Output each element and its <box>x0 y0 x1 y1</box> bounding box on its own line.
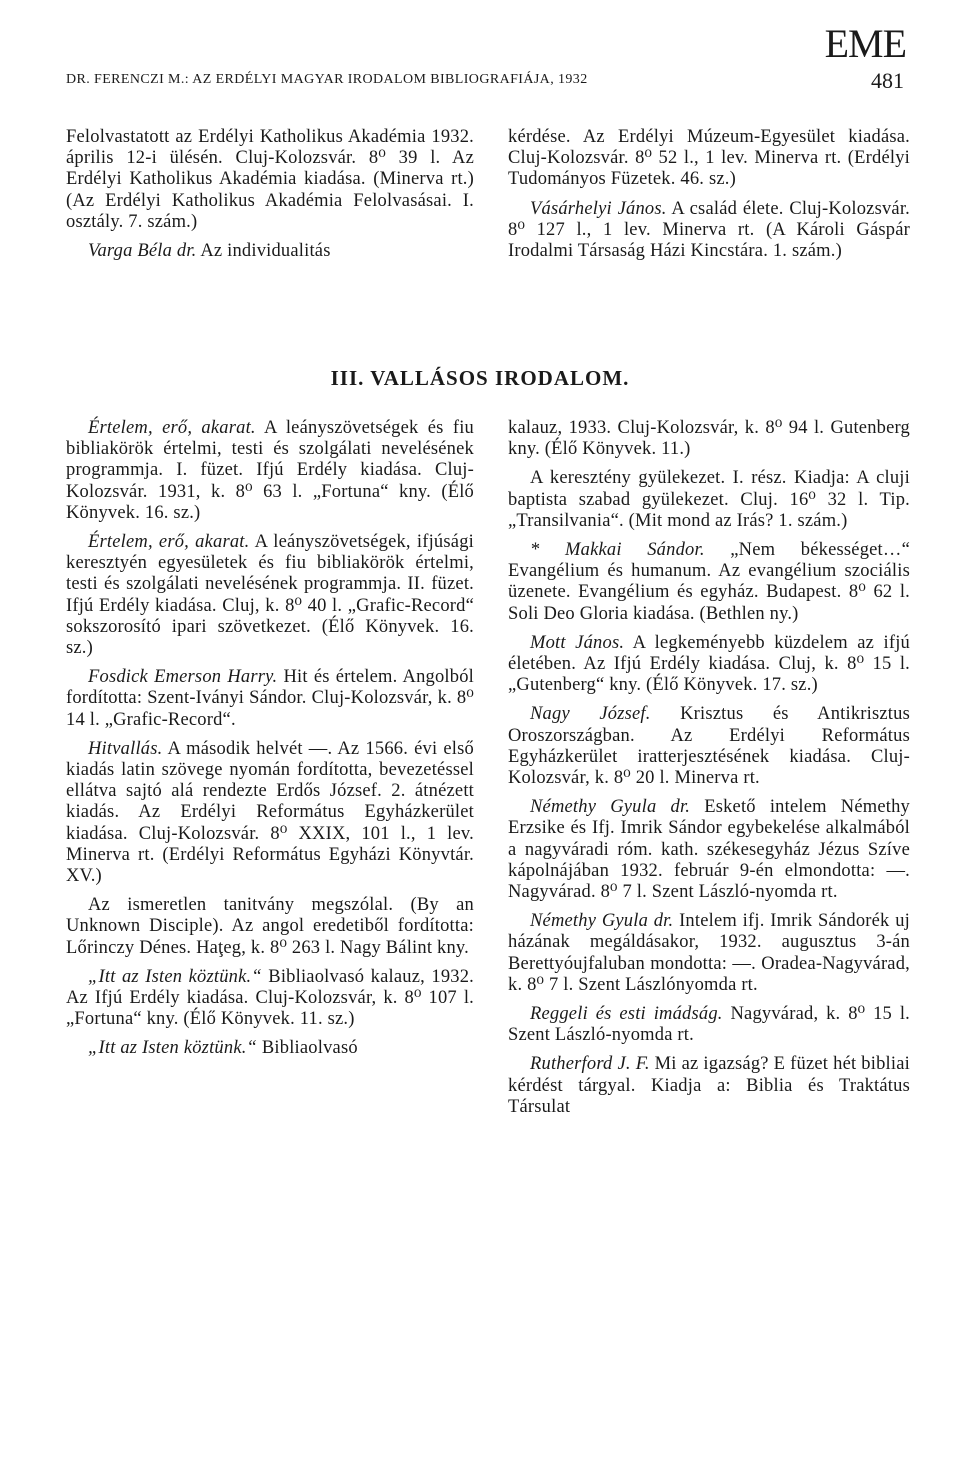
entry-title: Reggeli és esti imádság. <box>530 1004 723 1025</box>
entry-text: Hit és értelem. Angolból fordította: Szent-Iványi Sándor. Cluj-Kolozsvár, k. 8⁰ 14 l. „Grafic-Record“. <box>66 667 475 730</box>
bottom-right-column <box>508 418 910 1126</box>
entry-text: Mi az igazság? E füzet hét bibliai kérdést tárgyal. Kiadja a: Biblia és Traktátus Társulat <box>508 1054 910 1117</box>
bibliography-entry <box>508 633 910 697</box>
bibliography-entry <box>66 739 474 887</box>
entry-text: „Nem békességet…“ Evangélium és humanum. Az evangélium szociális üzenete. Evangélium és egyház. Budapest. 8⁰ 62 l. Soli Deo Gloria kiadása. (Bethlen ny.) <box>508 540 911 624</box>
entry-author: * Makkai Sándor. <box>530 540 705 561</box>
entry-text: A leányszövetségek és fiu bibliakörök értelmi, testi és szolgálati nevelésének programmja. I. füzet. Ifjú Erdély kiadása. Cluj-Kolozsvár. 1931, k. 8⁰ 63 l. „Fortuna“ kny. (Élő Könyvek. 16. sz.) <box>66 418 474 523</box>
bibliography-entry <box>66 532 474 659</box>
entry-text: kalauz, 1933. Cluj-Kolozsvár, k. 8⁰ 94 l. Gutenberg kny. (Élő Könyvek. 11.) <box>508 418 910 460</box>
bibliography-entry <box>508 468 910 532</box>
entry-text: Az ismeretlen tanitvány megszólal. (By an Unknown Disciple). Az angol eredetiből fordította: Lőrinczy Dénes. Haţeg, k. 8⁰ 263 l. Nagy Bálint kny. <box>66 895 474 958</box>
top-left-column <box>66 127 474 270</box>
bibliography-entry <box>66 418 474 524</box>
entry-title: Értelem, erő, akarat. <box>88 418 256 438</box>
entry-author: Varga Béla dr. <box>88 241 197 262</box>
entry-author: Vásárhelyi János. <box>530 198 667 219</box>
bibliography-entry <box>508 1054 910 1118</box>
bibliography-entry <box>508 1004 910 1046</box>
entry-text: A leányszövetségek, ifjúsági keresztyén egyesületek és fiu bibliakörök értelmi, testi és szolgálati nevelésének programmja. II. füzet. Ifjú Erdély kiadása. Cluj, k. 8⁰ 40 l. „Grafic-Record“ sokszorosító ipari szövetkezet. (Élő Könyvek. 16. sz.) <box>66 532 474 659</box>
bibliography-entry <box>508 911 910 996</box>
entry-text: Bibliaolvasó kalauz, 1932. Az Ifjú Erdély kiadása. Cluj-Kolozsvár, k. 8⁰ 107 l. „Fortuna“ kny. (Élő Könyvek. 11. sz.) <box>66 966 474 1030</box>
entry-text: A legkeményebb küzdelem az ifjú életében. Az Ifjú Erdély kiadása. Cluj, k. 8⁰ 15 l. „Gutenberg“ kny. (Élő Könyvek. 17. sz.) <box>508 632 910 696</box>
bottom-left-column <box>66 418 474 1068</box>
bibliography-entry <box>66 967 474 1031</box>
entry-text: Eskető intelem Némethy Erzsike és Ifj. Imrik Sándor egybekelése alkalmából a nagyváradi róm. kath. székesegyház Jézus Szíve kápolnájában 1932. február 9-én elmondotta: —. Nagyvárad. 8⁰ 7 l. Szent László-nyomda rt. <box>508 797 911 903</box>
entry-author: Rutherford J. F. <box>530 1054 650 1075</box>
bibliography-entry <box>508 127 910 191</box>
entry-text: Krisztus és Antikrisztus Oroszországban. Az Erdélyi Református Egyházkerület iratterjesztésének kiadása. Cluj-Kolozsvár, k. 8⁰ 20 l. Minerva rt. <box>508 704 911 789</box>
entry-text: A keresztény gyülekezet. I. rész. Kiadja: A cluji baptista szabad gyülekezet. Cluj. 16⁰ 32 l. Tip. „Transilvania“. (Mit mond az Irás? 1. szám.) <box>508 468 910 531</box>
entry-text: Felolvastatott az Erdélyi Katholikus Akadémia 1932. április 12-i ülésén. Cluj-Kolozsvár. 8⁰ 39 l. Az Erdélyi Katholikus Akadémia kiadása. (Minerva rt.) (Az Erdélyi Katholikus Akadémia Felolvasásai. I. osztály. 7. szám.) <box>66 127 474 232</box>
entry-author: Mott János. <box>530 632 625 653</box>
bibliography-entry <box>66 895 474 959</box>
entry-text: kérdése. Az Erdélyi Múzeum-Egyesület kiadása. Cluj-Kolozsvár. 8⁰ 52 l., 1 lev. Minerva rt. (Erdélyi Tudományos Füzetek. 46. sz.) <box>508 127 910 190</box>
entry-author: Fosdick Emerson Harry. <box>88 667 278 688</box>
entry-title: „Itt az Isten köztünk.“ <box>88 966 262 987</box>
bibliography-entry <box>66 241 474 262</box>
entry-title: Értelem, erő, akarat. <box>88 532 250 553</box>
entry-author: Nagy József. <box>530 704 651 725</box>
bibliography-entry <box>508 797 910 903</box>
entry-text: Intelem ifj. Imrik Sándorék uj házának megáldásakor, 1932. augusztus 3-án Berettyóujfaluban mondotta: —. Oradea-Nagyvárad, k. 8⁰ 7 l. Szent Lászlónyomda rt. <box>508 911 910 995</box>
publisher-logo: EME <box>824 21 906 66</box>
section-heading: III. VALLÁSOS IRODALOM. <box>330 366 630 390</box>
entry-text: A család élete. Cluj-Kolozsvár. 8⁰ 127 l., 1 lev. Minerva rt. (A Károli Gáspár Irodalmi Társaság Házi Kincstára. 1. szám.) <box>508 198 910 262</box>
page-number: 481 <box>871 68 904 93</box>
top-right-column <box>508 127 910 270</box>
entry-text: Az individualitás <box>200 241 331 262</box>
bibliography-entry <box>508 540 910 625</box>
bibliography-entry <box>66 127 474 233</box>
entry-title: „Itt az Isten köztünk.“ <box>88 1038 258 1059</box>
bibliography-entry <box>508 199 910 263</box>
running-header <box>66 68 904 98</box>
bibliography-entry <box>66 667 474 731</box>
entry-text: Bibliaolvasó <box>261 1038 358 1059</box>
entry-title: Hitvallás. <box>88 738 163 759</box>
entry-author: Némethy Gyula dr. <box>530 911 674 932</box>
entry-author: Némethy Gyula dr. <box>530 797 691 818</box>
bibliography-entry <box>508 704 910 789</box>
bibliography-entry <box>508 418 910 460</box>
bibliography-entry <box>66 1038 474 1059</box>
entry-text: A második helvét —. Az 1566. évi első kiadás latin szövege nyomán fordította, bevezetéssel ellátva sajtó alá rendezte Erdős József. 2. átnézett kiadás. Az Erdélyi Református Egyházkerület kiadása. Cluj-Kolozsvár. 8⁰ XXIX, 101 l., 1 lev. Minerva rt. (Erdélyi Református Egyházi Könyvtár. XV.) <box>66 738 474 887</box>
running-title: DR. FERENCZI M.: AZ ERDÉLYI MAGYAR IRODALOM BIBLIOGRAFIÁJA, 1932 <box>66 72 588 87</box>
entry-text: Nagyvárad, k. 8⁰ 15 l. Szent László-nyomda rt. <box>508 1004 911 1046</box>
